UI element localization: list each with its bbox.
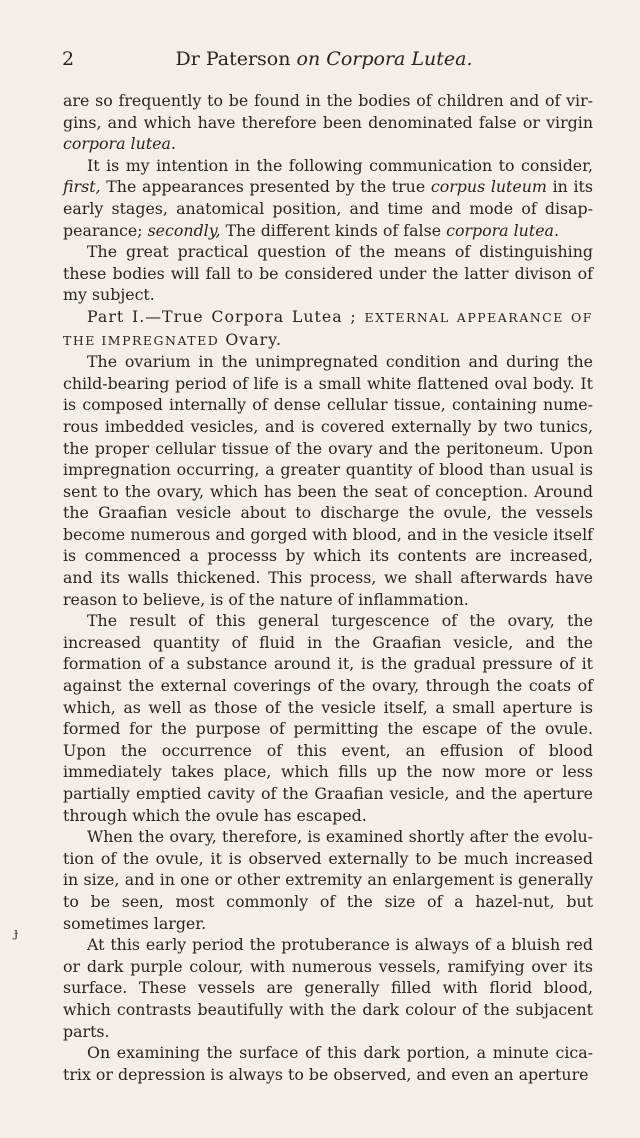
section-heading: Part I.—True Corpora Lutea ; EXTERNAL APPEARANCE OF THE IMPREGNATED Ovary. bbox=[63, 306, 593, 349]
body-paragraph: The result of this general turgescence of the ovary, the increased quantity of fluid in the Graafian vesicle, and the formation of a substance around it, is the gradual pressure of it against the external coverings of the ovary, through the coats of which, as well as those of the vesicle itself, a small aperture is formed for the purpose of permitting the escape of the ovule. Upon the occurrence of this event, an effusion of blood immediately takes place, which fills up the now more or less partially emptied cavity of the Graafian vesicle, and the aperture through which the ovule has escaped. bbox=[63, 611, 593, 825]
margin-mark: ɟ bbox=[14, 926, 19, 941]
intro-paragraph-2: It is my intention in the following communication to consider, first, The appearances presented by the true corpus luteum in its early stages, anatomical position, and time and mode of disappearance; secondly, The different kinds of false corpora lutea. bbox=[63, 155, 593, 240]
running-header bbox=[64, 48, 584, 76]
body-paragraph: At this early period the protuberance is always of a bluish red or dark purple colour, with numerous vessels, ramifying over its surface. These vessels are generally filled with florid blood, which contrasts beautifully with the dark colour of the subjacent parts. bbox=[63, 935, 593, 1041]
header-on: on bbox=[296, 48, 321, 70]
running-title bbox=[64, 48, 584, 70]
body-paragraph: On examining the surface of this dark portion, a minute cicatrix or depression is always to be observed, and even an aperture bbox=[63, 1043, 593, 1084]
intro-paragraph-3: The great practical question of the means of distinguishing these bodies will fall to be considered under the latter divison of my subject. bbox=[63, 242, 593, 305]
header-title: Corpora Lutea. bbox=[326, 48, 473, 70]
body-text bbox=[63, 90, 593, 1085]
header-author: Dr Paterson bbox=[175, 48, 291, 70]
body-paragraph: The ovarium in the unimpregnated condition and during the child-bearing period of life is a small white flattened oval body. It is composed internally of dense cellular tissue, containing numerous imbedded vesicles, and is covered externally by two tunics, the proper cellular tissue of the ovary and the peritoneum. Upon impregnation occurring, a greater quantity of blood than usual is sent to the ovary, which has been the seat of conception. Around the Graafian vesicle about to discharge the ovule, the vessels become numerous and gorged with blood, and in the vesicle itself is commenced a processs by which its contents are increased, and its walls thickened. This process, we shall afterwards have reason to believe, is of the nature of inflammation. bbox=[63, 352, 593, 609]
body-paragraph: When the ovary, therefore, is examined shortly after the evolution of the ovule, it is observed externally to be much increased in size, and in one or other extremity an enlargement is generally to be seen, most commonly of the size of a hazel-nut, but sometimes larger. bbox=[63, 827, 593, 933]
page-number: 2 bbox=[62, 48, 75, 70]
intro-paragraph-1: are so frequently to be found in the bodies of children and of virgins, and which have therefore been denominated false or virgin corpora lutea. bbox=[63, 91, 593, 154]
